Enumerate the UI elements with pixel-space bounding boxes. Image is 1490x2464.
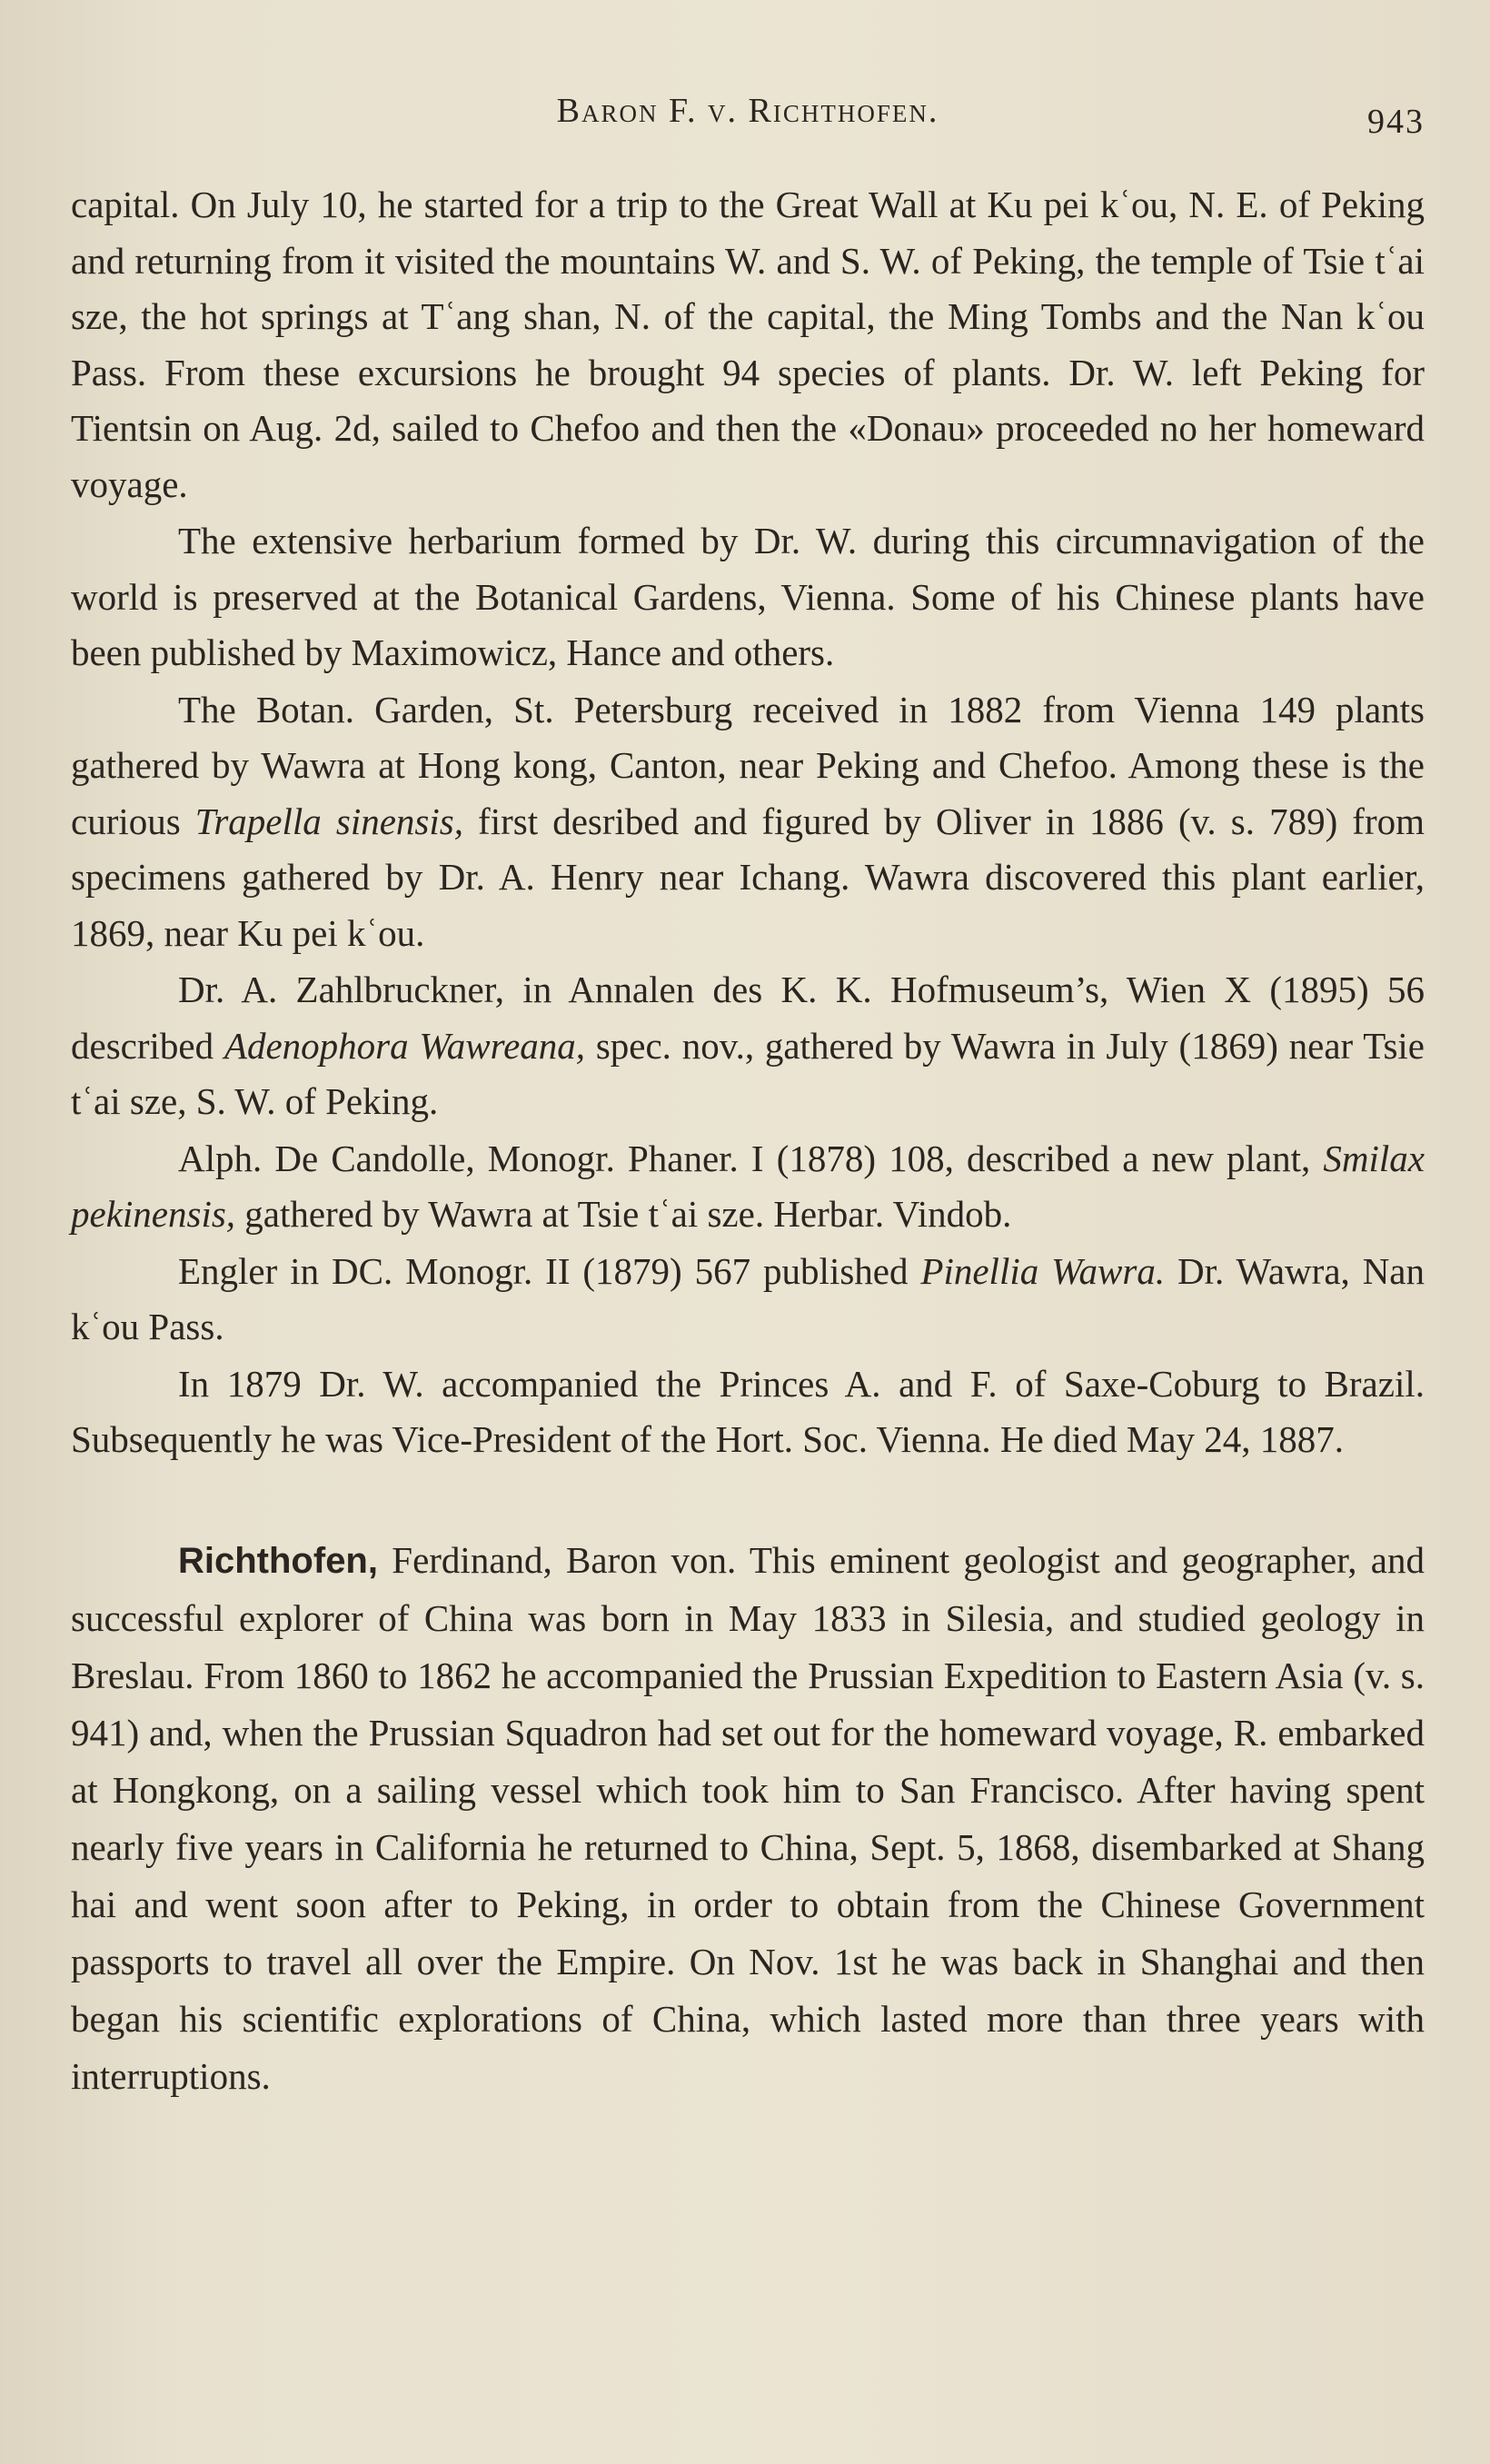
text-run: Ferdinand, Baron von. This eminent geologist and geographer, and successful explorer of China was born in May 1833 in Silesia, and studied geology in Breslau. From 1860 to 1862 he accompanied the Prussian Expedition to Eastern Asia (v. s. 941) and, when the Prussian Squadron had set out for the homeward voyage, R. embarked at Hongkong, on a sailing vessel which took him to San Francisco. After having spent nearly five years in California he returned to China, Sept. 5, 1868, disembarked at Shang hai and went soon after to Peking, in order to obtain from the Chinese Government passports to travel all over the Empire. On Nov. 1st he was back in Shanghai and then began his scientific explorations of China, which lasted more than three years with interruptions. bbox=[71, 1538, 1425, 2097]
page-number: 943 bbox=[1367, 103, 1425, 141]
running-title: Baron F. v. Richthofen. bbox=[556, 92, 939, 130]
text-run: spec. nov., gathered by Wawra in July (1869) near Tsie tʿai sze, S. W. of Peking. bbox=[71, 1024, 1425, 1122]
paragraph bbox=[71, 177, 1425, 512]
text-run: In 1879 Dr. W. accompanied the Princes A. and F. of Saxe-Coburg to Brazil. Subsequently he was Vice-President of the Hort. Soc. Vienna. He died May 24, 1887. bbox=[71, 1362, 1425, 1460]
text-run: gathered by Wawra at Tsie tʿai sze. Herbar. Vindob. bbox=[235, 1193, 1012, 1235]
body-text bbox=[71, 177, 1425, 2105]
paragraph bbox=[71, 962, 1425, 1130]
paragraph bbox=[71, 682, 1425, 962]
entry-paragraph-richthofen bbox=[71, 1532, 1425, 2105]
paragraph bbox=[71, 1356, 1425, 1468]
paragraph bbox=[71, 513, 1425, 681]
text-run: The extensive herbarium formed by Dr. W. during this circumnavigation of the world is preserved at the Botanical Gardens, Vienna. Some of his Chinese plants have been published by Maximowicz, Hance and others. bbox=[71, 520, 1425, 673]
italic-term: Smilax pekinensis, bbox=[71, 1137, 1425, 1235]
italic-term: Pinellia Wawra. bbox=[920, 1249, 1166, 1292]
paragraph bbox=[71, 1131, 1425, 1243]
text-run: Dr. Wawra, Nan kʿou Pass. bbox=[71, 1249, 1425, 1347]
text-run: Dr. A. Zahlbruckner, in Annalen des K. K. Hofmuseum’s, Wien X (1895) 56 described bbox=[71, 969, 1425, 1067]
text-run: first desribed and figured by Oliver in 1886 (v. s. 789) from specimens gathered by Dr. A. Henry near Ichang. Wawra discovered this plant earlier, 1869, near Ku pei kʿou. bbox=[71, 800, 1425, 954]
running-head bbox=[71, 91, 1425, 145]
text-run: Alph. De Candolle, Monogr. Phaner. I (1878) 108, described a new plant, bbox=[178, 1137, 1324, 1179]
book-page bbox=[71, 0, 1425, 2464]
text-run: capital. On July 10, he started for a trip to the Great Wall at Ku pei kʿou, N. E. of Peking and returning from it visited the mountains W. and S. W. of Peking, the temple of Tsie tʿai sze, the hot springs at Tʿang shan, N. of the capital, the Ming Tombs and the Nan kʿou Pass. From these excursions he brought 94 species of plants. Dr. W. left Peking for Tientsin on Aug. 2d, sailed to Chefoo and then the «Donau» proceeded no her homeward voyage. bbox=[71, 184, 1425, 505]
italic-term: Trapella sinensis, bbox=[194, 800, 463, 842]
italic-term: Adenophora Wawreana, bbox=[224, 1024, 586, 1067]
text-run: Engler in DC. Monogr. II (1879) 567 published bbox=[178, 1249, 921, 1292]
entry-heading: Richthofen, bbox=[178, 1540, 378, 1581]
text-run: The Botan. Garden, St. Petersburg received in 1882 from Vienna 149 plants gathered by Wawra at Hong kong, Canton, near Peking and Chefoo. Among these is the curious bbox=[71, 688, 1425, 842]
paragraph bbox=[71, 1244, 1425, 1356]
